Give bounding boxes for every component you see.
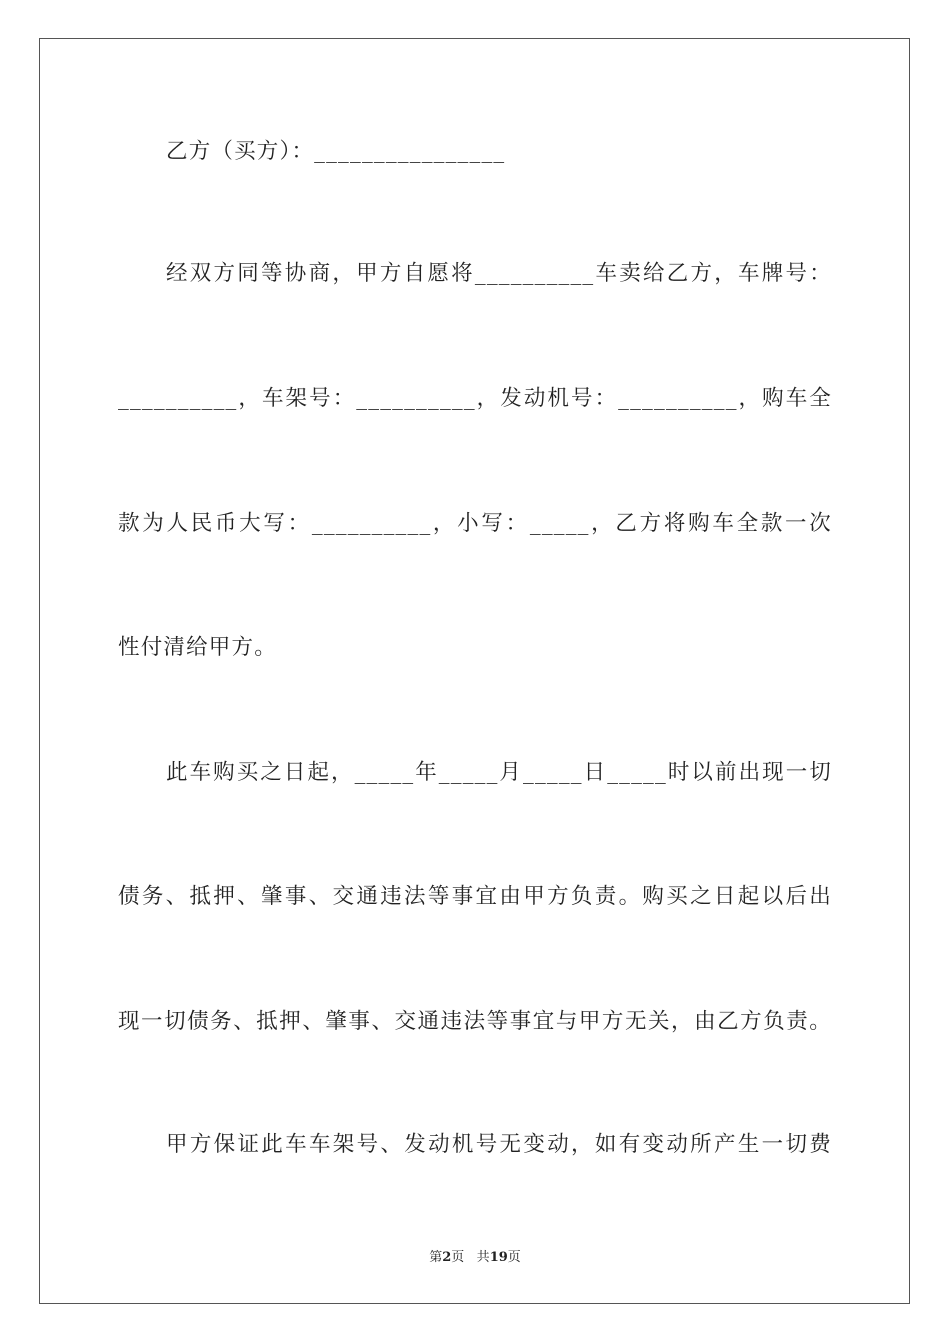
text-line-9: 甲方保证此车车架号、发动机号无变动，如有变动所产生一切费	[166, 1132, 832, 1157]
text-line-2: 经双方同等协商，甲方自愿将__________车卖给乙方，车牌号：	[166, 261, 832, 286]
text-line-5: 性付清给甲方。	[118, 635, 277, 660]
text-line-6: 此车购买之日起，_____年_____月_____日_____时以前出现一切	[166, 760, 832, 785]
text-line-1: 乙方（买方）：________________	[166, 139, 506, 164]
footer-total-prefix: 共	[476, 1250, 490, 1265]
page-frame	[39, 38, 910, 1304]
text-line-3: __________，车架号：__________，发动机号：__________，购车全	[118, 386, 832, 411]
footer-total-suffix: 页	[507, 1250, 521, 1265]
current-page-number: 2	[442, 1250, 452, 1265]
text-line-4: 款为人民币大写：__________，小写：_____，乙方将购车全款一次	[118, 511, 832, 536]
footer-page-suffix: 页	[451, 1250, 465, 1265]
text-line-8: 现一切债务、抵押、肇事、交通违法等事宜与甲方无关，由乙方负责。	[118, 1009, 832, 1034]
total-pages-number: 19	[489, 1250, 508, 1265]
footer-prefix: 第	[429, 1250, 443, 1265]
text-line-7: 债务、抵押、肇事、交通违法等事宜由甲方负责。购买之日起以后出	[118, 884, 832, 909]
page-footer	[0, 1246, 950, 1265]
